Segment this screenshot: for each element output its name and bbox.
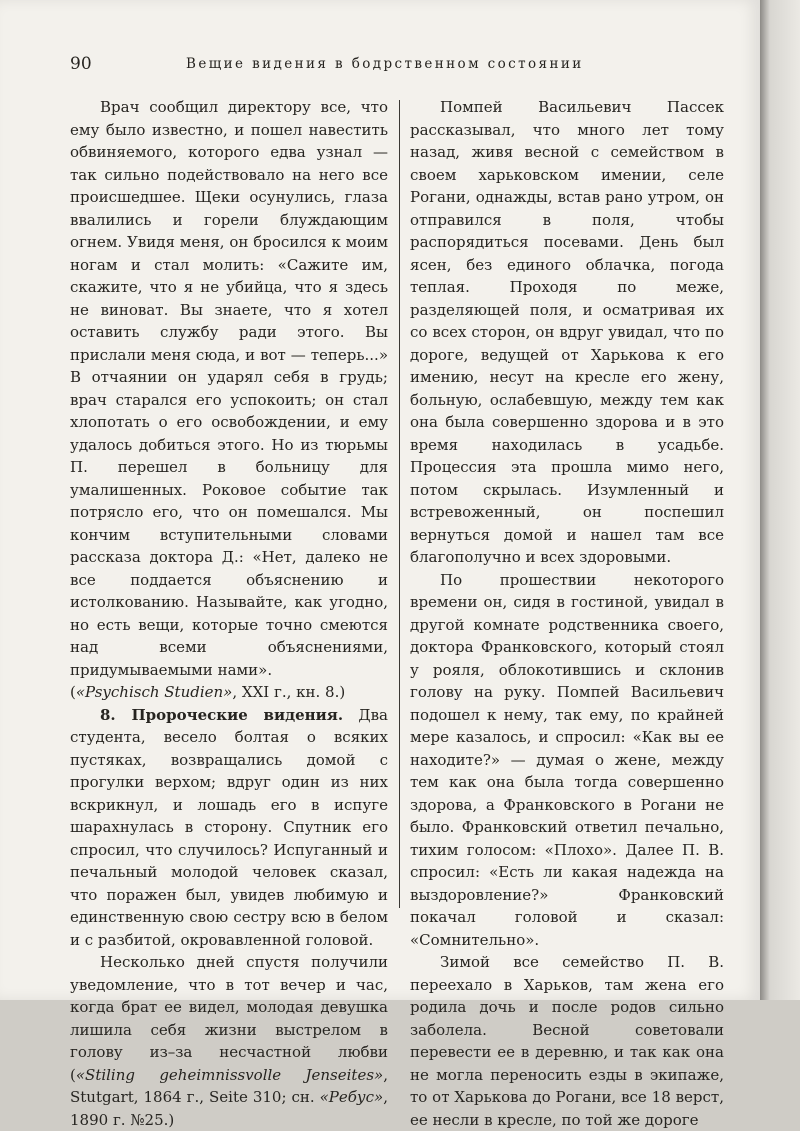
citation-title: «Stiling geheimnissvolle Jenseites» [75,1065,384,1084]
citation-details: , Stutgart, 1864 г., Seite 310; сн. [70,1065,388,1106]
page-number: 90 [70,54,92,74]
right-column [410,96,724,1131]
paragraph: Врач сообщил директору все, что ему было известно, и пошел навестить обвиняемого, которого едва узнал — так сильно подействовало на него все происшедшее. Щеки осунулись, глаза ввалились и горели блуждающим огнем. Увидя меня, он бросился к моим ногам и стал молить: «Сажите им, скажите, что я не убийца, что я здесь не виноват. Вы знаете, что я хотел оставить службу ради этого. Вы прислали меня сюда, и вот — теперь...» В отчаянии он ударял себя в грудь; врач старался его успокоить; он стал хлопотать о его освобождении, и ему удалось добиться этого. Но из тюрьмы П. перешел в больницу для умалишенных. Роковое событие так потрясло его, что он помешался. Мы кончим вступительными словами рассказа доктора Д.: «Нет, далеко не все поддается объяснению и истолкованию. Называйте, как угодно, но есть вещи, которые точно смеются над всеми объяснениями, придумываемыми нами». [70,98,388,679]
paragraph: По прошествии некоторого времени он, сидя в гостиной, увидал в другой комнате родственника своего, доктора Франковского, который стоял у рояля, облокотившись и склонив голову на руку. Помпей Васильевич подошел к нему, так ему, по крайней мере казалось, и спросил: «Как вы ее находите?» — думая о жене, между тем как она была тогда совершенно здорова, а Франковского в Рогани не было. Франковский ответил печально, тихим голосом: «Плохо». Далее П. В. спросил: «Есть ли какая надежда на выздоровление?» Франковский покачал головой и сказал: «Сомнительно». [410,570,724,949]
left-column [70,96,388,1131]
citation-details: , 1890 г. №25.) [70,1088,388,1129]
book-gutter [760,0,800,1000]
paragraph: Помпей Васильевич Пассек рассказывал, что много лет тому назад, живя весной с семейством в своем харьковском имении, селе Рогани, однажды, встав рано утром, он отправился в поля, чтобы распорядиться посевами. День был ясен, без единого облачка, погода теплая. Проходя по меже, разделяющей поля, и осматривая их со всех сторон, он вдруг увидал, что по дороге, ведущей от Харькова к его имению, несут на кресле его жену, больную, ослабевшую, между тем как она была совершенно здорова и в это время находилась в усадьбе. Процессия эта прошла мимо него, потом скрылась. Изумленный и встревоженный, он поспешил вернуться домой и нашел там все благополучно и всех здоровыми. [410,98,724,566]
citation-title: «Ребус» [319,1088,384,1106]
section-heading: 8. Пророческие видения. [100,705,344,724]
running-head: Вещие видения в бодрственном состоянии [186,56,584,72]
page-header [70,54,710,78]
paragraph-text: Несколько дней спустя получили уведомление, что в тот вечер и час, когда брат ее видел, молодая девушка лишила себя жизни выстрелом в голову из–за несчастной любви ( [70,953,388,1084]
paragraph [70,951,388,1131]
section-paragraph [70,704,388,952]
column-divider [399,100,400,908]
citation-title: «Psychisch Studien» [75,683,233,701]
citation-open: ( [70,683,76,701]
source-citation [70,681,388,704]
paragraph: Зимой все семейство П. В. переехало в Харьков, там жена его родила дочь и после родов сильно заболела. Весной советовали перевести ее в деревню, и так как она не могла переносить езды в экипаже, то от Харькова до Рогани, все 18 верст, ее несли в кресле, по той же дороге [410,953,724,1129]
section-text: Два студента, весело болтая о всяких пустяках, возвращались домой с прогулки верхом; вдруг один из них вскрикнул, и лошадь его в испуге шарахнулась в сторону. Спутник его спросил, что случилось? Испуганный и печальный молодой человек сказал, что поражен был, увидев любимую и единственную свою сестру всю в белом и с разбитой, окровавленной головой. [70,705,388,949]
citation-details: , XXI г., кн. 8.) [232,683,346,701]
